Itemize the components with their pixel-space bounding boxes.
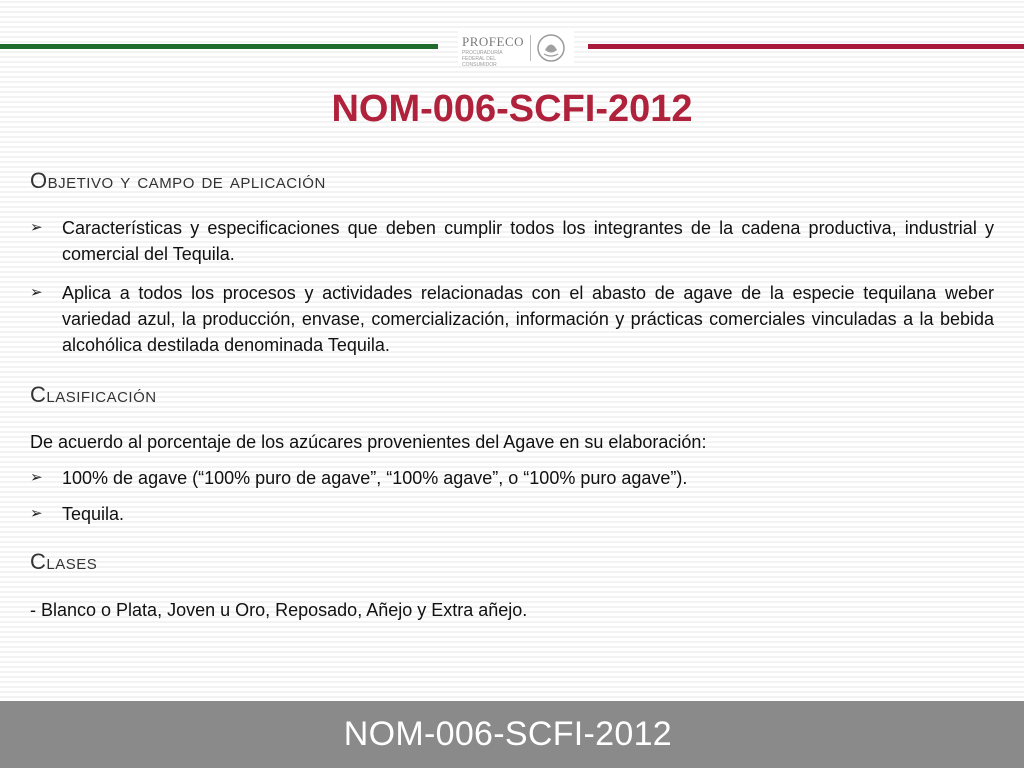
coat-of-arms-icon (536, 33, 566, 63)
clasificacion-heading: Clasificación (30, 382, 157, 407)
logo-brand: PROFECO (462, 34, 525, 49)
bullet-text: 100% de agave (“100% puro de agave”, “100% agave”, o “100% puro agave”). (62, 468, 688, 488)
arrow-bullet-icon: ➢ (30, 469, 43, 486)
clasificacion-bullet-1 (30, 465, 994, 491)
arrow-bullet-icon: ➢ (30, 284, 43, 301)
green-header-bar (0, 44, 438, 49)
clases-heading: Clases (30, 549, 98, 574)
page-title: NOM-006-SCFI-2012 (331, 88, 693, 130)
footer-title: NOM-006-SCFI-2012 (343, 715, 672, 753)
arrow-bullet-icon: ➢ (30, 219, 43, 236)
objetivo-heading: Objetivo y campo de aplicación (30, 168, 326, 193)
red-header-bar (588, 44, 1024, 49)
bullet-text: Características y especificaciones que deben cumplir todos los integrantes de la cadena productiva, industrial y comercial del Tequila. (62, 218, 994, 264)
clases-text: - Blanco o Plata, Joven u Oro, Reposado, Añejo y Extra añejo. (30, 600, 528, 620)
bullet-text: Tequila. (62, 504, 125, 524)
clasificacion-intro: De acuerdo al porcentaje de los azúcares provenientes del Agave en su elaboración: (30, 432, 707, 452)
arrow-bullet-icon: ➢ (30, 505, 43, 522)
logo-subtext: PROCURADURÍA FEDERAL DEL CONSUMIDOR (462, 50, 503, 68)
bullet-text: Aplica a todos los procesos y actividades relacionadas con el abasto de agave de la especie tequilana weber variedad azul, la producción, envase, comercialización, información y prácticas comerciales vinculadas a la bebida alcohólica destilada denominada Tequila. (62, 283, 994, 355)
profeco-logo (458, 30, 574, 66)
clasificacion-bullet-2 (30, 501, 994, 527)
logo-divider (530, 35, 531, 61)
objetivo-bullet-1 (30, 215, 994, 267)
objetivo-bullet-2 (30, 280, 994, 358)
footer-bar (0, 701, 1024, 768)
